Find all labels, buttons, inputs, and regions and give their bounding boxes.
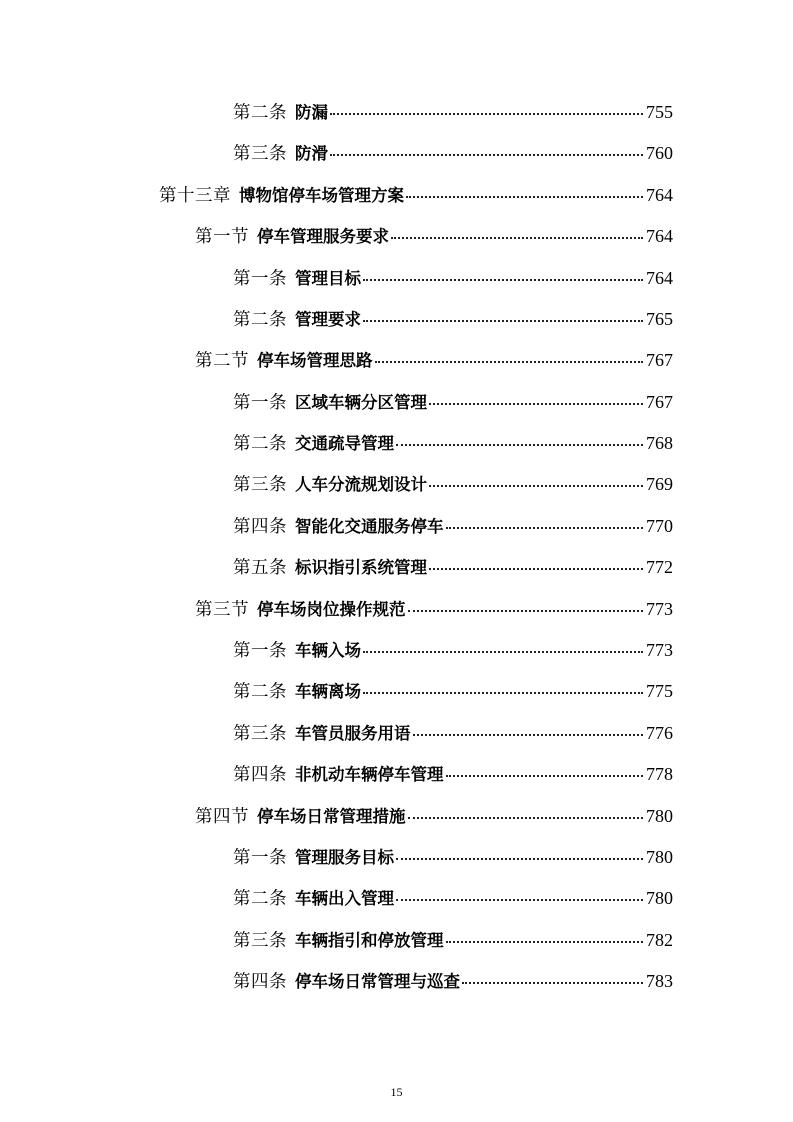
toc-entry-number: 第四条 <box>233 765 287 786</box>
toc-entry-title: 停车场日常管理措施 <box>257 806 406 826</box>
toc-entry[interactable] <box>0 713 793 754</box>
dot-leader <box>375 361 644 363</box>
toc-entry-title: 非机动车辆停车管理 <box>295 765 444 785</box>
toc-entry-title: 交通疏导管理 <box>295 434 394 454</box>
dot-leader <box>396 858 643 860</box>
toc-entry[interactable] <box>0 133 793 174</box>
dot-leader <box>396 444 643 446</box>
toc-entry[interactable] <box>0 258 793 299</box>
toc-entry-page: 770 <box>646 515 673 536</box>
toc-entry[interactable] <box>0 382 793 423</box>
page-footer <box>0 1085 793 1100</box>
toc-entry[interactable] <box>0 340 793 381</box>
toc-entry-page: 764 <box>646 184 673 205</box>
toc-entry-page: 776 <box>646 722 673 743</box>
dot-leader <box>363 651 643 653</box>
toc-entry[interactable] <box>0 92 793 133</box>
dot-leader <box>408 610 644 612</box>
toc-entry-number: 第二条 <box>233 434 287 455</box>
toc-entry[interactable] <box>0 961 793 1002</box>
toc-entry-title: 区域车辆分区管理 <box>295 392 427 412</box>
toc-entry-page: 783 <box>646 971 673 992</box>
toc-entry-title: 防滑 <box>295 144 328 164</box>
dot-leader <box>406 196 643 198</box>
dot-leader <box>413 734 644 736</box>
toc-entry-title: 管理服务目标 <box>295 847 394 867</box>
toc-entry-title: 管理目标 <box>295 268 361 288</box>
toc-entry-number: 第二节 <box>195 351 249 372</box>
page-number: 15 <box>390 1085 403 1099</box>
toc-entry-title: 车辆出入管理 <box>295 889 394 909</box>
toc-entry-number: 第一条 <box>233 268 287 289</box>
toc-entry-number: 第一条 <box>233 847 287 868</box>
toc-entry[interactable] <box>0 837 793 878</box>
toc-entry-title: 博物馆停车场管理方案 <box>239 185 404 205</box>
toc-entry-number: 第四条 <box>233 972 287 993</box>
toc-entry-page: 767 <box>646 350 673 371</box>
toc-entry-title: 防漏 <box>295 102 328 122</box>
toc-entry-page: 775 <box>646 681 673 702</box>
dot-leader <box>391 237 643 239</box>
toc-entry-title: 智能化交通服务停车 <box>295 516 444 536</box>
toc-entry-page: 765 <box>646 308 673 329</box>
toc-entry-page: 768 <box>646 433 673 454</box>
dot-leader <box>330 113 643 115</box>
dot-leader <box>446 527 644 529</box>
toc-entry-page: 780 <box>646 846 673 867</box>
dot-leader <box>446 941 644 943</box>
toc-entry-page: 772 <box>646 557 673 578</box>
toc-entry-title: 停车场岗位操作规范 <box>257 599 406 619</box>
toc-entry-title: 管理要求 <box>295 309 361 329</box>
toc-entry-page: 782 <box>646 929 673 950</box>
toc-entry-page: 755 <box>646 101 673 122</box>
dot-leader <box>446 775 644 777</box>
toc-entry[interactable] <box>0 878 793 919</box>
toc-entry[interactable] <box>0 299 793 340</box>
toc-entry[interactable] <box>0 920 793 961</box>
toc-entry-page: 780 <box>646 805 673 826</box>
toc-entry[interactable] <box>0 589 793 630</box>
toc-entry-number: 第三条 <box>233 930 287 951</box>
toc-entry-page: 769 <box>646 474 673 495</box>
toc-entry-number: 第十三章 <box>159 185 231 206</box>
dot-leader <box>396 899 643 901</box>
toc-entry-title: 车辆指引和停放管理 <box>295 930 444 950</box>
toc-entry-page: 764 <box>646 226 673 247</box>
toc-entry-title: 停车场管理思路 <box>257 351 373 371</box>
toc-entry-number: 第一条 <box>233 392 287 413</box>
dot-leader <box>330 154 643 156</box>
dot-leader <box>429 403 643 405</box>
toc-entry-number: 第二条 <box>233 309 287 330</box>
toc-entry-page: 778 <box>646 764 673 785</box>
toc-entry-title: 车辆离场 <box>295 682 361 702</box>
toc-entry-title: 车管员服务用语 <box>295 723 411 743</box>
toc-entry[interactable] <box>0 423 793 464</box>
toc-entry-number: 第三条 <box>233 144 287 165</box>
table-of-contents <box>0 92 793 1003</box>
dot-leader <box>363 279 643 281</box>
toc-entry-number: 第三条 <box>233 723 287 744</box>
toc-entry-number: 第四条 <box>233 516 287 537</box>
toc-entry-number: 第二条 <box>233 102 287 123</box>
toc-entry-number: 第三条 <box>233 475 287 496</box>
toc-entry-page: 773 <box>646 640 673 661</box>
toc-entry-number: 第五条 <box>233 558 287 579</box>
dot-leader <box>429 485 643 487</box>
toc-entry-title: 标识指引系统管理 <box>295 558 427 578</box>
dot-leader <box>429 568 643 570</box>
dot-leader <box>363 692 643 694</box>
toc-entry[interactable] <box>0 671 793 712</box>
toc-entry[interactable] <box>0 630 793 671</box>
toc-entry-page: 773 <box>646 598 673 619</box>
toc-entry[interactable] <box>0 465 793 506</box>
toc-entry-title: 人车分流规划设计 <box>295 475 427 495</box>
toc-entry[interactable] <box>0 506 793 547</box>
dot-leader <box>363 320 643 322</box>
toc-entry-page: 760 <box>646 143 673 164</box>
toc-entry[interactable] <box>0 796 793 837</box>
toc-entry[interactable] <box>0 175 793 216</box>
toc-entry[interactable] <box>0 754 793 795</box>
toc-entry-title: 车辆入场 <box>295 641 361 661</box>
toc-entry[interactable] <box>0 547 793 588</box>
toc-entry-page: 764 <box>646 267 673 288</box>
toc-entry-title: 停车管理服务要求 <box>257 227 389 247</box>
toc-entry-number: 第一条 <box>233 641 287 662</box>
toc-entry[interactable] <box>0 216 793 257</box>
toc-entry-number: 第一节 <box>195 227 249 248</box>
toc-entry-page: 780 <box>646 888 673 909</box>
toc-entry-number: 第二条 <box>233 889 287 910</box>
dot-leader <box>462 982 643 984</box>
toc-entry-page: 767 <box>646 391 673 412</box>
toc-entry-number: 第三节 <box>195 599 249 620</box>
toc-entry-number: 第二条 <box>233 682 287 703</box>
toc-entry-title: 停车场日常管理与巡查 <box>295 972 460 992</box>
dot-leader <box>408 817 644 819</box>
toc-entry-number: 第四节 <box>195 806 249 827</box>
